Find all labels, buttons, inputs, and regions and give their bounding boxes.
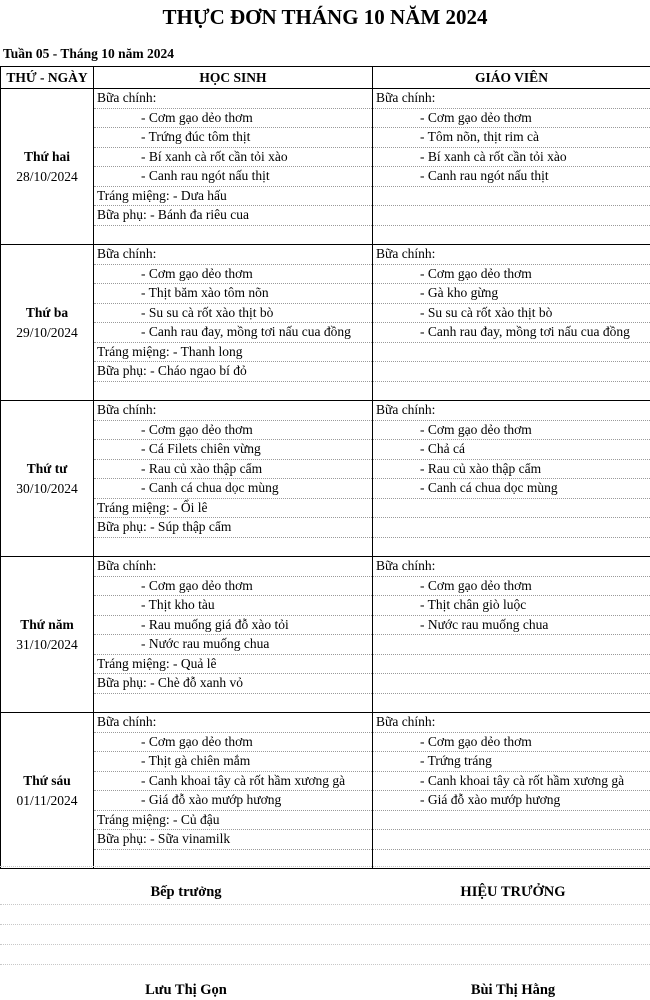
menu-row xyxy=(1,362,650,382)
menu-row xyxy=(1,186,650,206)
day-cell xyxy=(1,557,94,713)
page-title: THỰC ĐƠN THÁNG 10 NĂM 2024 xyxy=(162,5,488,29)
student-menu-cell: Bữa phụ: - Cháo ngao bí đỏ xyxy=(94,362,373,382)
header-day: THỨ - NGÀY xyxy=(1,67,94,89)
teacher-menu-cell: - Chả cá xyxy=(373,440,650,460)
teacher-menu-cell xyxy=(373,810,650,830)
teacher-menu-cell xyxy=(373,537,650,557)
student-menu-cell: Bữa chính: xyxy=(94,245,373,265)
menu-row xyxy=(1,264,650,284)
teacher-menu-cell xyxy=(373,654,650,674)
menu-table xyxy=(0,66,650,869)
menu-row xyxy=(1,810,650,830)
header-students: HỌC SINH xyxy=(94,67,373,89)
student-menu-cell: Tráng miệng: - Quả lê xyxy=(94,654,373,674)
header-teachers: GIÁO VIÊN xyxy=(373,67,650,89)
teacher-menu-cell: - Su su cà rốt xào thịt bò xyxy=(373,303,650,323)
sheet-gridline xyxy=(0,866,650,867)
student-menu-cell: Bữa phụ: - Súp thập cẩm xyxy=(94,518,373,538)
student-menu-cell xyxy=(94,537,373,557)
sheet-gridline xyxy=(0,904,650,905)
chef-name: Lưu Thị Gọn xyxy=(145,982,227,998)
week-label: Tuần 05 - Tháng 10 năm 2024 xyxy=(3,46,175,61)
student-menu-cell: - Cá Filets chiên vừng xyxy=(94,440,373,460)
day-date: 31/10/2024 xyxy=(16,636,78,652)
teacher-menu-cell: - Cơm gạo dẻo thơm xyxy=(373,732,650,752)
day-cell xyxy=(1,401,94,557)
menu-row xyxy=(1,713,650,733)
student-menu-cell: - Bí xanh cà rốt cần tỏi xào xyxy=(94,147,373,167)
sheet-gridline xyxy=(0,944,650,945)
menu-row xyxy=(1,401,650,421)
day-name: Thứ sáu xyxy=(23,772,71,788)
chef-title: Bếp trưởng xyxy=(150,884,222,900)
menu-row xyxy=(1,128,650,148)
student-menu-cell: - Cơm gạo dẻo thơm xyxy=(94,264,373,284)
menu-row xyxy=(1,459,650,479)
student-menu-cell: - Thịt kho tàu xyxy=(94,596,373,616)
menu-row xyxy=(1,284,650,304)
teacher-menu-cell xyxy=(373,635,650,655)
student-menu-cell: - Canh cá chua dọc mùng xyxy=(94,479,373,499)
day-name: Thứ năm xyxy=(20,616,74,632)
day-cell xyxy=(1,245,94,401)
day-date: 28/10/2024 xyxy=(16,168,78,184)
menu-row xyxy=(1,771,650,791)
teacher-menu-cell xyxy=(373,362,650,382)
teacher-menu-cell: - Trứng tráng xyxy=(373,752,650,772)
teacher-menu-cell: - Canh rau ngót nấu thịt xyxy=(373,167,650,187)
menu-row xyxy=(1,596,650,616)
menu-row xyxy=(1,635,650,655)
menu-row xyxy=(1,108,650,128)
day-date: 30/10/2024 xyxy=(16,480,78,496)
student-menu-cell: - Trứng đúc tôm thịt xyxy=(94,128,373,148)
teacher-menu-cell xyxy=(373,674,650,694)
teacher-menu-cell: - Giá đỗ xào mướp hương xyxy=(373,791,650,811)
menu-row xyxy=(1,89,650,109)
student-menu-cell: Bữa chính: xyxy=(94,713,373,733)
teacher-menu-cell: - Cơm gạo dẻo thơm xyxy=(373,576,650,596)
menu-row xyxy=(1,206,650,226)
teacher-menu-cell: Bữa chính: xyxy=(373,89,650,109)
menu-row xyxy=(1,167,650,187)
teacher-menu-cell xyxy=(373,830,650,850)
student-menu-cell: - Rau muống giá đỗ xào tỏi xyxy=(94,615,373,635)
menu-row xyxy=(1,381,650,401)
menu-row xyxy=(1,576,650,596)
teacher-menu-cell xyxy=(373,342,650,362)
student-menu-cell: - Su su cà rốt xào thịt bò xyxy=(94,303,373,323)
menu-row xyxy=(1,147,650,167)
teacher-menu-cell xyxy=(373,186,650,206)
student-menu-cell: - Cơm gạo dẻo thơm xyxy=(94,732,373,752)
menu-row xyxy=(1,323,650,343)
sheet-gridline xyxy=(0,924,650,925)
student-menu-cell: - Cơm gạo dẻo thơm xyxy=(94,420,373,440)
teacher-menu-cell: - Cơm gạo dẻo thơm xyxy=(373,108,650,128)
teacher-menu-cell xyxy=(373,381,650,401)
teacher-menu-cell xyxy=(373,498,650,518)
teacher-menu-cell: - Cơm gạo dẻo thơm xyxy=(373,420,650,440)
student-menu-cell: Tráng miệng: - Thanh long xyxy=(94,342,373,362)
teacher-menu-cell xyxy=(373,693,650,713)
teacher-menu-cell: Bữa chính: xyxy=(373,245,650,265)
sheet-gridline xyxy=(0,964,650,965)
student-menu-cell: Tráng miệng: - Củ đậu xyxy=(94,810,373,830)
menu-row xyxy=(1,440,650,460)
student-menu-cell: - Cơm gạo dẻo thơm xyxy=(94,576,373,596)
menu-row xyxy=(1,693,650,713)
student-menu-cell: - Canh rau ngót nấu thịt xyxy=(94,167,373,187)
student-menu-cell: - Thịt băm xào tôm nõn xyxy=(94,284,373,304)
teacher-menu-cell xyxy=(373,518,650,538)
menu-row xyxy=(1,225,650,245)
student-menu-cell: Bữa chính: xyxy=(94,557,373,577)
day-cell xyxy=(1,89,94,245)
student-menu-cell: - Nước rau muống chua xyxy=(94,635,373,655)
header-row xyxy=(1,67,650,89)
teacher-menu-cell xyxy=(373,225,650,245)
student-menu-cell: - Rau củ xào thập cẩm xyxy=(94,459,373,479)
menu-body xyxy=(1,89,650,869)
menu-row xyxy=(1,791,650,811)
teacher-menu-cell: Bữa chính: xyxy=(373,557,650,577)
principal-name: Bùi Thị Hằng xyxy=(470,982,556,998)
menu-row xyxy=(1,303,650,323)
teacher-menu-cell: - Tôm nõn, thịt rim cà xyxy=(373,128,650,148)
student-menu-cell: Bữa phụ: - Bánh đa riêu cua xyxy=(94,206,373,226)
student-menu-cell: - Cơm gạo dẻo thơm xyxy=(94,108,373,128)
teacher-menu-cell: - Cơm gạo dẻo thơm xyxy=(373,264,650,284)
teacher-menu-cell: - Canh rau đay, mồng tơi nấu cua đồng xyxy=(373,323,650,343)
student-menu-cell: - Canh rau đay, mồng tơi nấu cua đồng xyxy=(94,323,373,343)
student-menu-cell: Tráng miệng: - Dưa hấu xyxy=(94,186,373,206)
student-menu-cell: Bữa chính: xyxy=(94,401,373,421)
menu-row xyxy=(1,420,650,440)
teacher-menu-cell: - Gà kho gừng xyxy=(373,284,650,304)
menu-row xyxy=(1,342,650,362)
menu-row xyxy=(1,615,650,635)
student-menu-cell xyxy=(94,381,373,401)
teacher-menu-cell: - Rau củ xào thập cẩm xyxy=(373,459,650,479)
menu-row xyxy=(1,752,650,772)
day-cell xyxy=(1,713,94,869)
day-name: Thứ hai xyxy=(24,148,70,164)
menu-row xyxy=(1,830,650,850)
menu-row xyxy=(1,245,650,265)
student-menu-cell: - Canh khoai tây cà rốt hầm xương gà xyxy=(94,771,373,791)
teacher-menu-cell: - Canh cá chua dọc mùng xyxy=(373,479,650,499)
student-menu-cell: Bữa phụ: - Sữa vinamilk xyxy=(94,830,373,850)
menu-row xyxy=(1,557,650,577)
teacher-menu-cell: - Canh khoai tây cà rốt hầm xương gà xyxy=(373,771,650,791)
teacher-menu-cell xyxy=(373,206,650,226)
student-menu-cell: - Giá đỗ xào mướp hương xyxy=(94,791,373,811)
student-menu-cell: Bữa phụ: - Chè đỗ xanh vỏ xyxy=(94,674,373,694)
day-date: 29/10/2024 xyxy=(16,324,78,340)
menu-row xyxy=(1,479,650,499)
principal-title: HIỆU TRƯỞNG xyxy=(460,884,566,900)
menu-row xyxy=(1,654,650,674)
teacher-menu-cell: Bữa chính: xyxy=(373,713,650,733)
teacher-menu-cell: - Nước rau muống chua xyxy=(373,615,650,635)
teacher-menu-cell: - Bí xanh cà rốt cần tỏi xào xyxy=(373,147,650,167)
student-menu-cell: Bữa chính: xyxy=(94,89,373,109)
menu-row xyxy=(1,537,650,557)
student-menu-cell: Tráng miệng: - Ổi lê xyxy=(94,498,373,518)
teacher-menu-cell: - Thịt chân giò luộc xyxy=(373,596,650,616)
menu-row xyxy=(1,518,650,538)
teacher-menu-cell: Bữa chính: xyxy=(373,401,650,421)
day-date: 01/11/2024 xyxy=(16,792,78,808)
student-menu-cell xyxy=(94,693,373,713)
student-menu-cell xyxy=(94,225,373,245)
menu-row xyxy=(1,674,650,694)
menu-row xyxy=(1,498,650,518)
day-name: Thứ tư xyxy=(26,460,68,476)
menu-row xyxy=(1,732,650,752)
day-name: Thứ ba xyxy=(25,304,69,320)
student-menu-cell: - Thịt gà chiên mắm xyxy=(94,752,373,772)
